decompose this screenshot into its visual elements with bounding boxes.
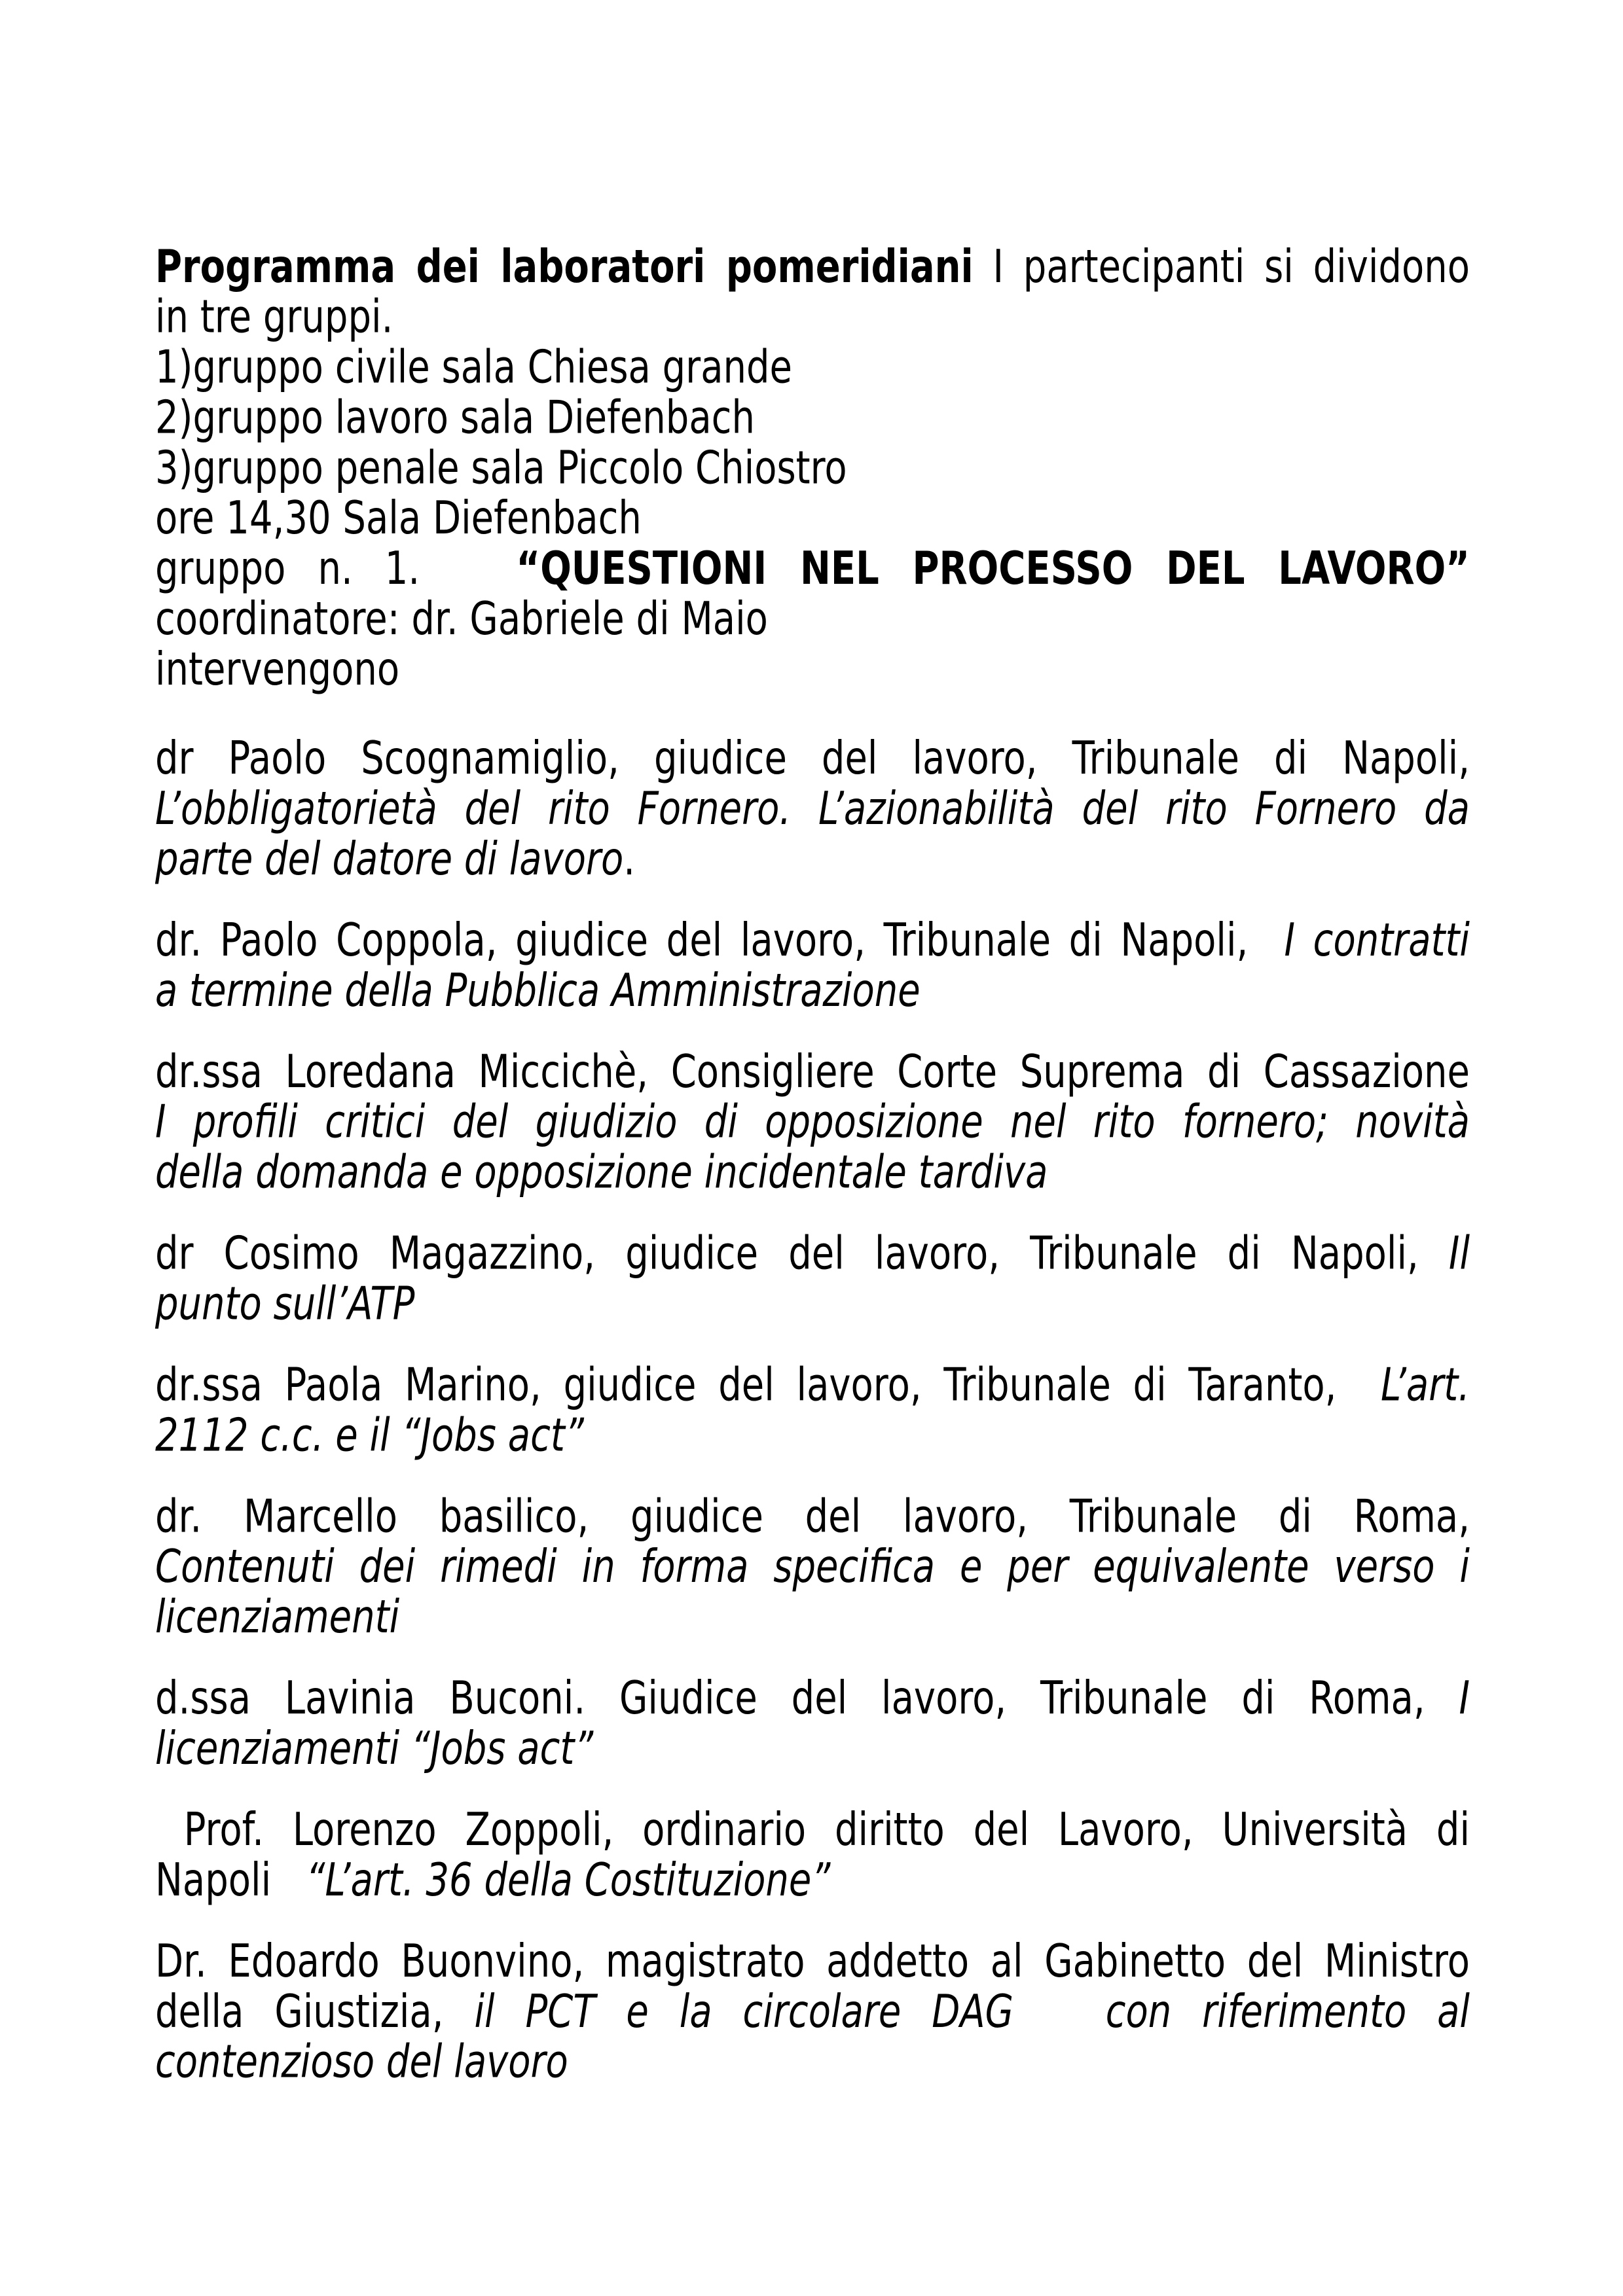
bold-run: “QUESTIONI NEL PROCESSO DEL LAVORO” bbox=[516, 542, 1470, 596]
speaker-micciche bbox=[155, 1047, 1470, 1198]
text-line bbox=[155, 293, 1470, 343]
speaker-marino bbox=[155, 1361, 1470, 1462]
text-run: intervengono bbox=[155, 643, 400, 696]
text-line bbox=[155, 1592, 1470, 1643]
text-line bbox=[155, 544, 1470, 594]
italic-run: Contenuti dei rimedi in forma specifica e per equivalente verso i bbox=[155, 1541, 1470, 1594]
text-line bbox=[155, 1361, 1470, 1411]
text-line bbox=[155, 1229, 1470, 1280]
text-line bbox=[155, 1674, 1470, 1724]
speaker-magazzino bbox=[155, 1229, 1470, 1330]
text-line bbox=[155, 1856, 1470, 1906]
italic-run: il PCT e la circolare DAG con riferimento al bbox=[474, 1985, 1470, 2039]
italic-run: I profili critici del giudizio di opposizione nel rito fornero; novità bbox=[155, 1096, 1470, 1149]
text-run: gruppo n. 1. bbox=[155, 542, 517, 596]
italic-run: della domanda e opposizione incidentale tardiva bbox=[155, 1146, 1048, 1199]
speaker-buconi bbox=[155, 1674, 1470, 1774]
text-line bbox=[155, 1724, 1470, 1774]
italic-run: L’art. bbox=[1380, 1359, 1470, 1412]
speaker-buonvino bbox=[155, 1937, 1470, 2088]
text-line bbox=[155, 784, 1470, 834]
text-line bbox=[155, 444, 1470, 494]
text-run: dr.ssa Paola Marino, giudice del lavoro, Tribunale di Taranto, bbox=[155, 1359, 1381, 1412]
text-line bbox=[155, 1280, 1470, 1330]
text-run: dr Paolo Scognamiglio, giudice del lavoro, Tribunale di Napoli, bbox=[155, 732, 1470, 785]
text-line bbox=[155, 1098, 1470, 1148]
text-run: d.ssa Lavinia Buconi. Giudice del lavoro, Tribunale di Roma, bbox=[155, 1672, 1459, 1725]
text-line bbox=[155, 1148, 1470, 1198]
text-run: dr.ssa Loredana Miccichè, Consigliere Corte Suprema di Cassazione bbox=[155, 1045, 1470, 1099]
text-run: in tre gruppi. bbox=[155, 291, 393, 344]
speaker-zoppoli bbox=[155, 1805, 1470, 1906]
text-run: dr Cosimo Magazzino, giudice del lavoro, Tribunale di Napoli, bbox=[155, 1227, 1449, 1280]
text-line bbox=[155, 2037, 1470, 2088]
text-line bbox=[155, 493, 1470, 544]
italic-run: licenziamenti “Jobs act” bbox=[155, 1722, 594, 1776]
italic-run: 2112 c.c. e il “Jobs act” bbox=[155, 1409, 584, 1462]
text-run: Napoli bbox=[155, 1854, 306, 1907]
italic-run: L’obbligatorietà del rito Fornero. L’azionabilità del rito Fornero da bbox=[155, 782, 1470, 836]
text-line bbox=[155, 1411, 1470, 1462]
text-run: coordinatore: dr. Gabriele di Maio bbox=[155, 592, 768, 646]
text-line bbox=[155, 1542, 1470, 1592]
italic-run: punto sull’ATP bbox=[155, 1278, 415, 1331]
intro-block bbox=[155, 242, 1470, 695]
italic-run: parte del datore di lavoro bbox=[155, 833, 624, 886]
text-run: Dr. Edoardo Buonvino, magistrato addetto al Gabinetto del Ministro bbox=[155, 1935, 1470, 1988]
text-line bbox=[155, 966, 1470, 1016]
text-run: dr. Marcello basilico, giudice del lavoro, Tribunale di Roma, bbox=[155, 1490, 1470, 1543]
text-line bbox=[155, 1805, 1470, 1856]
text-line bbox=[155, 343, 1470, 393]
text-run: . bbox=[623, 833, 636, 886]
speaker-scognamiglio bbox=[155, 734, 1470, 885]
italic-run: contenzioso del lavoro bbox=[155, 2036, 568, 2089]
text-run: ore 14,30 Sala Diefenbach bbox=[155, 492, 642, 545]
text-line bbox=[155, 242, 1470, 293]
text-line bbox=[155, 1492, 1470, 1543]
italic-run: I contratti bbox=[1284, 914, 1470, 967]
italic-run: I bbox=[1459, 1672, 1470, 1725]
text-block bbox=[155, 242, 1470, 2119]
text-line bbox=[155, 916, 1470, 966]
text-run: 3)gruppo penale sala Piccolo Chiostro bbox=[155, 442, 847, 495]
speaker-basilico bbox=[155, 1492, 1470, 1643]
italic-run: “L’art. 36 della Costituzione” bbox=[306, 1854, 831, 1907]
text-run: 1)gruppo civile sala Chiesa grande bbox=[155, 341, 792, 394]
text-line bbox=[155, 393, 1470, 444]
italic-run: licenziamenti bbox=[155, 1590, 400, 1644]
text-run: dr. Paolo Coppola, giudice del lavoro, Tribunale di Napoli, bbox=[155, 914, 1285, 967]
text-run: Prof. Lorenzo Zoppoli, ordinario diritto del Lavoro, Università di bbox=[155, 1803, 1470, 1857]
text-run: I partecipanti si dividono bbox=[973, 240, 1470, 294]
text-line bbox=[155, 834, 1470, 885]
text-line bbox=[155, 1987, 1470, 2037]
text-line bbox=[155, 594, 1470, 645]
text-line bbox=[155, 1937, 1470, 1987]
bold-run: Programma dei laboratori pomeridiani bbox=[155, 240, 974, 294]
text-line bbox=[155, 1047, 1470, 1098]
text-run: della Giustizia, bbox=[155, 1985, 475, 2039]
text-line bbox=[155, 734, 1470, 784]
italic-run: a termine della Pubblica Amministrazione bbox=[155, 964, 921, 1018]
text-line bbox=[155, 645, 1470, 695]
speaker-coppola bbox=[155, 916, 1470, 1016]
text-run: 2)gruppo lavoro sala Diefenbach bbox=[155, 391, 755, 444]
italic-run: Il bbox=[1448, 1227, 1470, 1280]
